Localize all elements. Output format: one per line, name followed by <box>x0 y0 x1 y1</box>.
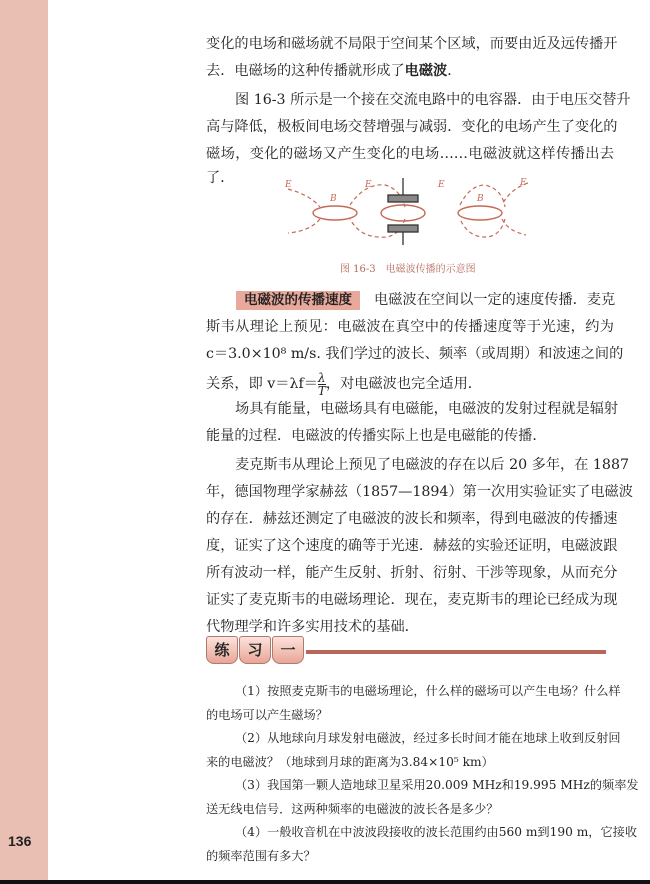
question-line: 的电场可以产生磁场？ <box>206 707 328 722</box>
text-line: 了． <box>206 170 235 186</box>
text: ，对电磁波也完全适用． <box>325 376 482 392</box>
text-line: 代物理学和许多实用技术的基础． <box>206 619 419 635</box>
text: 电磁波在空间以一定的速度传播．麦克 <box>374 292 616 308</box>
term-electromagnetic-wave: 电磁波 <box>404 63 448 79</box>
question-line: 送无线电信号．这两种频率的电磁波的波长各是多少？ <box>206 801 499 816</box>
fraction <box>318 372 326 397</box>
page-number: 136 <box>8 833 32 849</box>
label-E: E <box>438 180 445 190</box>
denominator: T <box>317 383 326 398</box>
text-line: 年，德国物理学家赫兹（1857—1894）第一次用实验证实了电磁波 <box>206 484 633 500</box>
text-line: 麦克斯韦从理论上预见了电磁波的存在以后 20 多年，在 1887 <box>235 457 630 473</box>
label-E: E <box>285 180 292 190</box>
exercise-questions <box>206 680 639 868</box>
section-propagation-speed <box>206 287 624 400</box>
text-line: 场具有能量，电磁场具有电磁能，电磁波的发射过程就是辐射 <box>235 401 619 417</box>
text-line: 斯韦从理论上预见：电磁波在真空中的传播速度等于光速，约为 <box>206 319 614 335</box>
text-line: 度，证实了这个速度的确等于光速．赫兹的实验还证明，电磁波跟 <box>206 538 618 554</box>
figure-caption: 图 16-3 电磁波传播的示意图 <box>340 264 476 275</box>
label-B: B <box>330 194 337 204</box>
paragraph-1 <box>206 31 618 85</box>
text-line: 高与降低，极板间电场交替增强与减弱．变化的电场产生了变化的 <box>206 119 618 135</box>
label-E: E <box>520 178 527 188</box>
question-line: 的频率范围有多大？ <box>206 848 316 863</box>
question-line: （4）一般收音机在中波波段接收的波长范围约由560 m到190 m，它接收 <box>235 825 638 839</box>
numerator: λ <box>317 370 326 385</box>
exercise-banner <box>206 636 606 670</box>
label-B: B <box>477 194 484 204</box>
text-line: 证实了麦克斯韦的电磁场理论．现在，麦克斯韦的理论已经成为现 <box>206 592 618 608</box>
text-line: 变化的电场和磁场就不局限于空间某个区域，而要由近及远传播开 <box>206 36 618 52</box>
text-line: 所有波动一样，能产生反射、折射、衍射、干涉等现象，从而充分 <box>206 565 618 581</box>
bottom-border <box>0 880 650 884</box>
question-line: 来的电磁波？（地球到月球的距离为3.84×10⁵ km） <box>206 754 494 769</box>
question-line: （1）按照麦克斯韦的电磁场理论，什么样的磁场可以产生电场？什么样 <box>235 684 621 698</box>
text: 去．电磁场的这种传播就形成了 <box>206 63 405 79</box>
text-line: 图 16-3 所示是一个接在交流电路中的电容器．由于电压交替升 <box>235 92 631 108</box>
banner-tab: 一 <box>272 636 304 664</box>
question-line: （3）我国第一颗人造地球卫星采用20.009 MHz和19.995 MHz的频率发 <box>235 778 639 792</box>
text: 关系，即 v＝λf＝ <box>206 376 318 392</box>
text-line <box>206 287 614 314</box>
text-line: 能量的过程．电磁波的传播实际上也是电磁能的传播． <box>206 428 547 444</box>
banner-tab: 练 <box>206 636 238 664</box>
text-line <box>206 58 614 85</box>
label-E: E <box>365 180 372 190</box>
text-line: c＝3.0×10⁸ m/s. 我们学过的波长、频率（或周期）和波速之间的 <box>206 346 624 362</box>
figure-16-3-diagram <box>280 175 530 247</box>
section-heading: 电磁波的传播速度 <box>236 291 360 310</box>
page-margin-strip <box>0 0 48 881</box>
paragraph-3 <box>206 396 619 450</box>
text-line: 磁场，变化的磁场又产生变化的电场……电磁波就这样传播出去 <box>206 146 614 162</box>
question-line: （2）从地球向月球发射电磁波，经过多长时间才能在地球上收到反射回 <box>235 731 621 745</box>
paragraph-4 <box>206 452 633 641</box>
banner-rule <box>306 650 606 654</box>
banner-tab: 习 <box>239 636 271 664</box>
paragraph-2 <box>206 87 631 188</box>
text: ． <box>447 63 462 79</box>
text-line: 的存在．赫兹还测定了电磁波的波长和频率，得到电磁波的传播速 <box>206 511 618 527</box>
